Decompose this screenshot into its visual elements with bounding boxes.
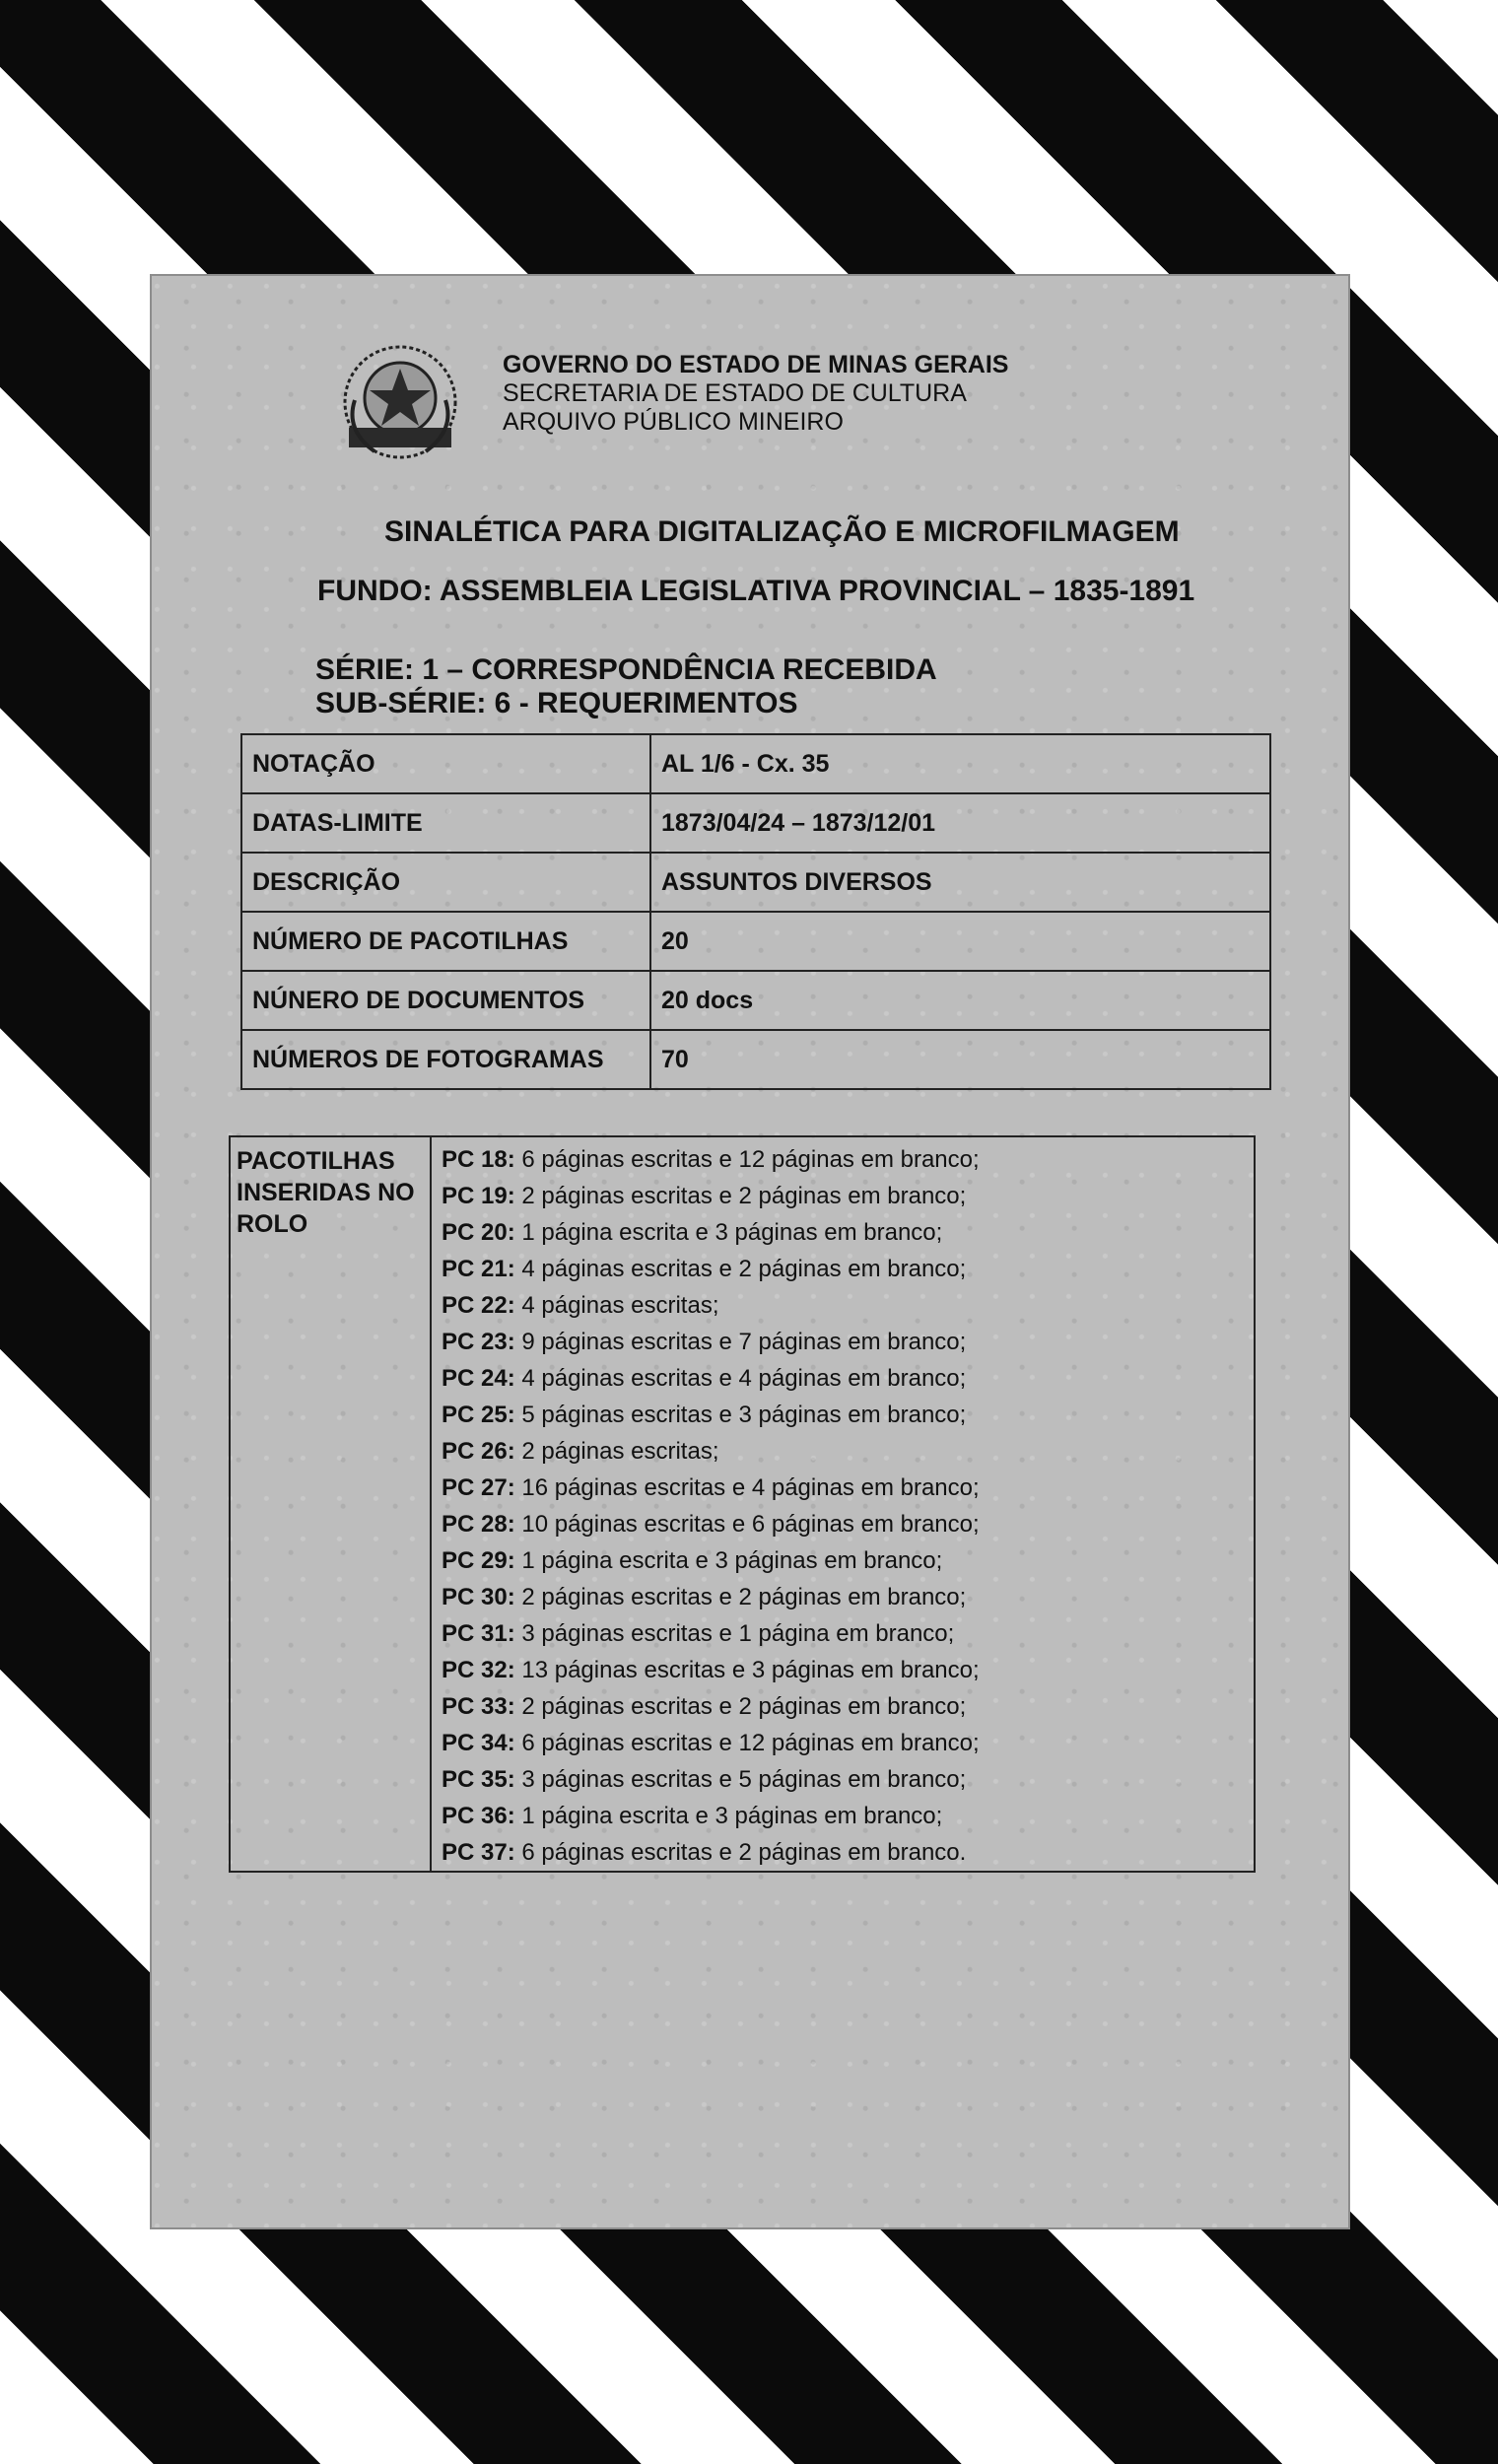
metadata-value: 20 docs <box>650 971 1270 1030</box>
secretariat-line: SECRETARIA DE ESTADO DE CULTURA <box>503 379 967 407</box>
pacotilha-code: PC 31: <box>442 1620 515 1647</box>
metadata-value: AL 1/6 - Cx. 35 <box>650 734 1270 793</box>
pacotilha-description: 10 páginas escritas e 6 páginas em branco; <box>514 1511 980 1538</box>
list-item <box>442 1579 1250 1615</box>
pacotilha-description: 9 páginas escritas e 7 páginas em branco; <box>514 1329 967 1355</box>
pacotilha-description: 6 páginas escritas e 12 páginas em branco; <box>514 1730 980 1756</box>
list-item <box>442 1397 1250 1433</box>
pacotilha-code: PC 36: <box>442 1803 515 1829</box>
pacotilhas-list <box>442 1141 1250 1871</box>
government-line: GOVERNO DO ESTADO DE MINAS GERAIS <box>503 351 1009 378</box>
list-item <box>442 1324 1250 1360</box>
pacotilha-code: PC 21: <box>442 1256 515 1282</box>
metadata-label: NÚMEROS DE FOTOGRAMAS <box>241 1030 650 1089</box>
signage-sheet <box>150 274 1350 2229</box>
pacotilha-code: PC 30: <box>442 1584 515 1610</box>
page-title: SINALÉTICA PARA DIGITALIZAÇÃO E MICROFILMAGEM <box>384 515 1180 548</box>
pacotilha-description: 6 páginas escritas e 12 páginas em branco; <box>514 1146 980 1173</box>
list-item <box>442 1360 1250 1397</box>
metadata-label: NÚMERO DE PACOTILHAS <box>241 912 650 971</box>
metadata-value: 1873/04/24 – 1873/12/01 <box>650 793 1270 853</box>
pacotilha-code: PC 34: <box>442 1730 515 1756</box>
column-divider <box>430 1137 432 1871</box>
pacotilha-description: 1 página escrita e 3 páginas em branco; <box>514 1547 943 1574</box>
list-item <box>442 1652 1250 1688</box>
pacotilha-description: 4 páginas escritas e 4 páginas em branco; <box>514 1365 967 1392</box>
list-item <box>442 1214 1250 1251</box>
metadata-value: 70 <box>650 1030 1270 1089</box>
pacotilha-code: PC 33: <box>442 1693 515 1720</box>
list-item <box>442 1834 1250 1871</box>
serie-line: SÉRIE: 1 – CORRESPONDÊNCIA RECEBIDA <box>315 653 937 686</box>
pacotilha-description: 3 páginas escritas e 5 páginas em branco; <box>514 1766 967 1793</box>
pacotilha-code: PC 22: <box>442 1292 515 1319</box>
pacotilhas-label-line: PACOTILHAS <box>237 1147 395 1175</box>
metadata-label: DESCRIÇÃO <box>241 853 650 912</box>
list-item <box>442 1287 1250 1324</box>
metadata-value: 20 <box>650 912 1270 971</box>
table-row <box>241 793 1270 853</box>
list-item <box>442 1506 1250 1542</box>
archive-line: ARQUIVO PÚBLICO MINEIRO <box>503 408 844 436</box>
pacotilha-description: 5 páginas escritas e 3 páginas em branco; <box>514 1402 967 1428</box>
metadata-label: DATAS-LIMITE <box>241 793 650 853</box>
list-item <box>442 1141 1250 1178</box>
pacotilha-code: PC 26: <box>442 1438 515 1465</box>
pacotilha-code: PC 32: <box>442 1657 515 1683</box>
pacotilha-code: PC 18: <box>442 1146 515 1173</box>
pacotilha-code: PC 35: <box>442 1766 515 1793</box>
metadata-table <box>240 733 1271 1090</box>
pacotilha-description: 4 páginas escritas e 2 páginas em branco; <box>514 1256 967 1282</box>
pacotilha-code: PC 24: <box>442 1365 515 1392</box>
pacotilha-description: 1 página escrita e 3 páginas em branco; <box>514 1803 943 1829</box>
table-row <box>241 971 1270 1030</box>
pacotilha-code: PC 28: <box>442 1511 515 1538</box>
list-item <box>442 1542 1250 1579</box>
list-item <box>442 1761 1250 1798</box>
subserie-line: SUB-SÉRIE: 6 - REQUERIMENTOS <box>315 687 798 719</box>
metadata-label: NÚNERO DE DOCUMENTOS <box>241 971 650 1030</box>
pacotilha-description: 4 páginas escritas; <box>514 1292 719 1319</box>
list-item <box>442 1470 1250 1506</box>
pacotilha-description: 2 páginas escritas e 2 páginas em branco; <box>514 1183 967 1209</box>
pacotilha-code: PC 19: <box>442 1183 515 1209</box>
pacotilha-description: 2 páginas escritas e 2 páginas em branco; <box>514 1693 967 1720</box>
list-item <box>442 1615 1250 1652</box>
list-item <box>442 1688 1250 1725</box>
pacotilha-description: 2 páginas escritas e 2 páginas em branco; <box>514 1584 967 1610</box>
institution-header <box>503 351 1008 437</box>
list-item <box>442 1178 1250 1214</box>
metadata-value: ASSUNTOS DIVERSOS <box>650 853 1270 912</box>
pacotilha-code: PC 27: <box>442 1474 515 1501</box>
pacotilha-description: 2 páginas escritas; <box>514 1438 719 1465</box>
pacotilha-description: 3 páginas escritas e 1 página em branco; <box>514 1620 955 1647</box>
pacotilhas-label <box>237 1145 424 1240</box>
pacotilha-code: PC 29: <box>442 1547 515 1574</box>
pacotilha-code: PC 20: <box>442 1219 515 1246</box>
list-item <box>442 1798 1250 1834</box>
pacotilhas-label-line: INSERIDAS NO <box>237 1179 415 1206</box>
pacotilha-code: PC 23: <box>442 1329 515 1355</box>
pacotilha-description: 13 páginas escritas e 3 páginas em branco; <box>514 1657 980 1683</box>
pacotilhas-box <box>229 1135 1256 1873</box>
pacotilha-description: 6 páginas escritas e 2 páginas em branco. <box>514 1839 967 1866</box>
table-row <box>241 853 1270 912</box>
pacotilha-code: PC 25: <box>442 1402 515 1428</box>
list-item <box>442 1251 1250 1287</box>
table-row <box>241 912 1270 971</box>
fundo-line: FUNDO: ASSEMBLEIA LEGISLATIVA PROVINCIAL – 1835-1891 <box>317 575 1195 607</box>
coat-of-arms-icon <box>335 341 465 471</box>
list-item <box>442 1433 1250 1470</box>
pacotilha-description: 16 páginas escritas e 4 páginas em branco; <box>514 1474 980 1501</box>
table-row <box>241 1030 1270 1089</box>
pacotilhas-label-line: ROLO <box>237 1210 308 1238</box>
series-block <box>315 653 937 720</box>
metadata-label: NOTAÇÃO <box>241 734 650 793</box>
pacotilha-description: 1 página escrita e 3 páginas em branco; <box>514 1219 943 1246</box>
pacotilha-code: PC 37: <box>442 1839 515 1866</box>
table-row <box>241 734 1270 793</box>
list-item <box>442 1725 1250 1761</box>
